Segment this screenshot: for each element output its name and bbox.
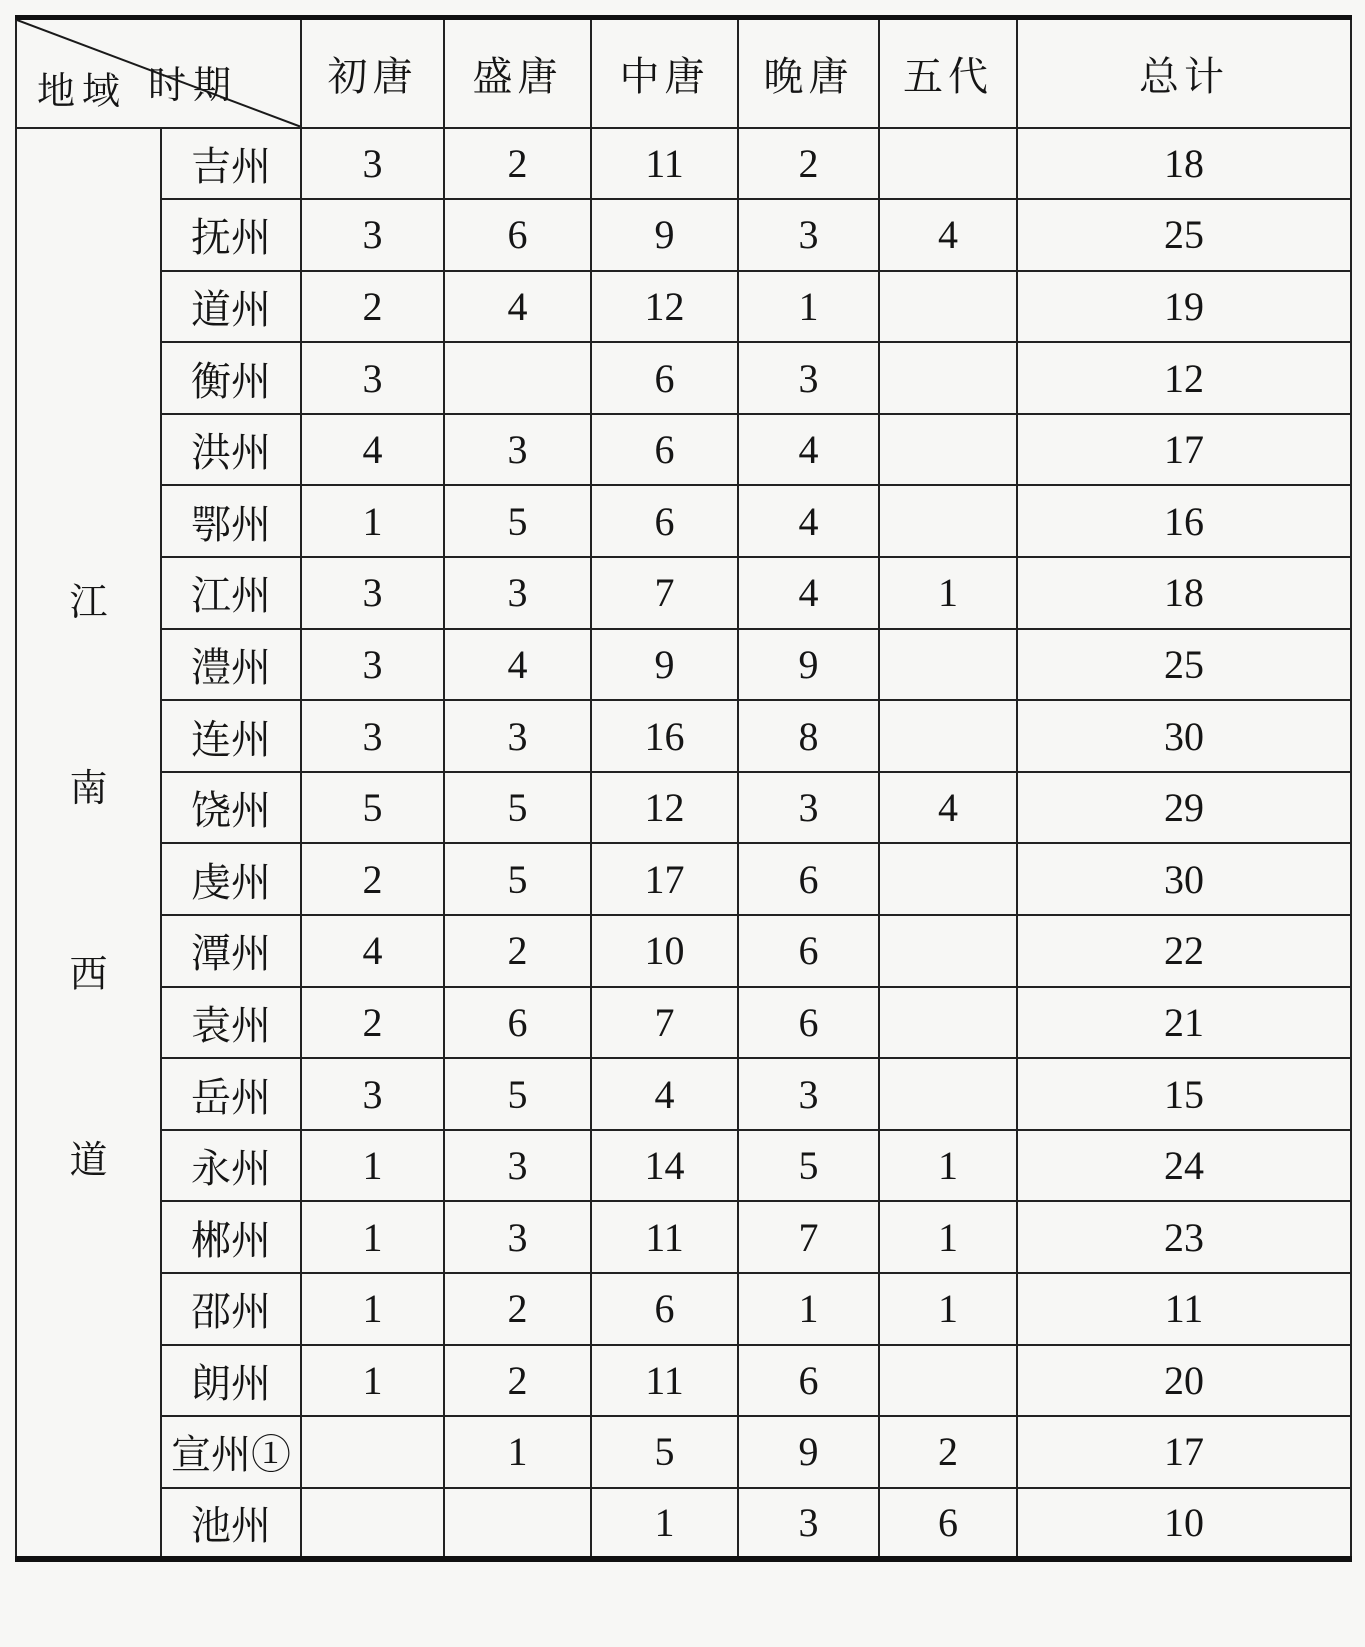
- value-cell: 1: [738, 271, 879, 343]
- corner-label-region: 地域: [37, 70, 128, 113]
- state-cell: 岳州: [161, 1058, 301, 1130]
- value-cell: 5: [444, 843, 591, 915]
- value-cell: 3: [444, 700, 591, 772]
- value-cell: 3: [738, 1488, 879, 1560]
- value-cell: 4: [738, 485, 879, 557]
- corner-label-period: 时期: [147, 65, 238, 107]
- value-cell: [444, 342, 591, 414]
- value-cell: 5: [444, 772, 591, 844]
- value-cell: [879, 987, 1017, 1059]
- state-cell: 宣州①: [161, 1416, 301, 1488]
- value-cell: 1: [301, 1273, 444, 1345]
- poets-by-region-and-period-table: [15, 15, 1352, 1562]
- value-cell: 3: [301, 700, 444, 772]
- value-cell: 1: [879, 1201, 1017, 1273]
- value-cell: 10: [591, 915, 738, 987]
- table-row: [16, 557, 1351, 629]
- value-cell: 6: [591, 342, 738, 414]
- value-cell: 1: [879, 1273, 1017, 1345]
- value-cell: 20: [1017, 1345, 1351, 1417]
- state-cell: 永州: [161, 1130, 301, 1202]
- value-cell: 1: [444, 1416, 591, 1488]
- value-cell: 18: [1017, 557, 1351, 629]
- region-char: 西: [69, 954, 108, 997]
- value-cell: 2: [444, 128, 591, 200]
- state-cell: 郴州: [161, 1201, 301, 1273]
- value-cell: 3: [301, 128, 444, 200]
- value-cell: 6: [591, 1273, 738, 1345]
- value-cell: 3: [444, 414, 591, 486]
- state-cell: 潭州: [161, 915, 301, 987]
- value-cell: 18: [1017, 128, 1351, 200]
- value-cell: 4: [301, 915, 444, 987]
- table-row: [16, 1201, 1351, 1273]
- value-cell: 3: [738, 199, 879, 271]
- table-row: [16, 414, 1351, 486]
- state-cell: 虔州: [161, 843, 301, 915]
- value-cell: [879, 915, 1017, 987]
- table-row: [16, 485, 1351, 557]
- value-cell: 3: [738, 772, 879, 844]
- value-cell: 1: [879, 557, 1017, 629]
- value-cell: 6: [591, 485, 738, 557]
- state-cell: 袁州: [161, 987, 301, 1059]
- table-body: [16, 128, 1351, 1560]
- value-cell: 30: [1017, 700, 1351, 772]
- value-cell: 11: [591, 128, 738, 200]
- value-cell: [879, 485, 1017, 557]
- value-cell: 29: [1017, 772, 1351, 844]
- value-cell: 9: [591, 199, 738, 271]
- table-row: [16, 772, 1351, 844]
- value-cell: [879, 1058, 1017, 1130]
- value-cell: 4: [591, 1058, 738, 1130]
- value-cell: 9: [738, 1416, 879, 1488]
- state-cell: 朗州: [161, 1345, 301, 1417]
- state-cell: 道州: [161, 271, 301, 343]
- table-row: [16, 342, 1351, 414]
- value-cell: 23: [1017, 1201, 1351, 1273]
- value-cell: 4: [738, 414, 879, 486]
- value-cell: 11: [591, 1345, 738, 1417]
- column-header-mid-tang: 中唐: [591, 18, 738, 128]
- value-cell: 17: [591, 843, 738, 915]
- value-cell: 6: [591, 414, 738, 486]
- column-header-early-tang: 初唐: [301, 18, 444, 128]
- value-cell: [444, 1488, 591, 1560]
- table-row: [16, 1416, 1351, 1488]
- state-cell: 鄂州: [161, 485, 301, 557]
- region-char: 道: [69, 1140, 108, 1183]
- value-cell: 12: [1017, 342, 1351, 414]
- state-cell: 澧州: [161, 629, 301, 701]
- value-cell: 12: [591, 772, 738, 844]
- state-cell: 连州: [161, 700, 301, 772]
- table-row: [16, 1058, 1351, 1130]
- value-cell: 6: [738, 1345, 879, 1417]
- value-cell: 21: [1017, 987, 1351, 1059]
- value-cell: 3: [301, 557, 444, 629]
- value-cell: 6: [879, 1488, 1017, 1560]
- value-cell: 5: [591, 1416, 738, 1488]
- value-cell: 3: [301, 1058, 444, 1130]
- value-cell: 4: [879, 199, 1017, 271]
- column-header-total: 总计: [1017, 18, 1351, 128]
- value-cell: 15: [1017, 1058, 1351, 1130]
- table-row: [16, 1488, 1351, 1560]
- table-row: [16, 629, 1351, 701]
- value-cell: 1: [301, 1130, 444, 1202]
- value-cell: 19: [1017, 271, 1351, 343]
- value-cell: 2: [444, 915, 591, 987]
- value-cell: 5: [301, 772, 444, 844]
- table-row: [16, 1273, 1351, 1345]
- value-cell: 30: [1017, 843, 1351, 915]
- value-cell: 3: [301, 629, 444, 701]
- value-cell: 24: [1017, 1130, 1351, 1202]
- region-char: 江: [69, 582, 108, 625]
- value-cell: 2: [738, 128, 879, 200]
- value-cell: [879, 629, 1017, 701]
- table-row: [16, 915, 1351, 987]
- table-row: [16, 1130, 1351, 1202]
- value-cell: [301, 1416, 444, 1488]
- value-cell: 4: [738, 557, 879, 629]
- value-cell: 1: [301, 1201, 444, 1273]
- value-cell: 3: [444, 1201, 591, 1273]
- table-row: [16, 199, 1351, 271]
- value-cell: 6: [738, 843, 879, 915]
- value-cell: [879, 128, 1017, 200]
- value-cell: 5: [444, 485, 591, 557]
- value-cell: 5: [444, 1058, 591, 1130]
- table-row: [16, 700, 1351, 772]
- table-row: [16, 1345, 1351, 1417]
- value-cell: [879, 271, 1017, 343]
- value-cell: 7: [591, 987, 738, 1059]
- scanned-table-page: [15, 15, 1352, 1562]
- column-header-late-tang: 晚唐: [738, 18, 879, 128]
- value-cell: 2: [879, 1416, 1017, 1488]
- state-cell: 池州: [161, 1488, 301, 1560]
- column-header-high-tang: 盛唐: [444, 18, 591, 128]
- value-cell: 5: [738, 1130, 879, 1202]
- value-cell: 3: [738, 342, 879, 414]
- value-cell: 14: [591, 1130, 738, 1202]
- value-cell: [301, 1488, 444, 1560]
- value-cell: 3: [301, 199, 444, 271]
- value-cell: 10: [1017, 1488, 1351, 1560]
- value-cell: [879, 700, 1017, 772]
- value-cell: [879, 1345, 1017, 1417]
- value-cell: 25: [1017, 199, 1351, 271]
- region-vertical-label: [17, 504, 160, 1183]
- table-row: [16, 843, 1351, 915]
- value-cell: 1: [738, 1273, 879, 1345]
- table-row: [16, 987, 1351, 1059]
- value-cell: 6: [444, 199, 591, 271]
- value-cell: 6: [738, 915, 879, 987]
- value-cell: 3: [444, 557, 591, 629]
- value-cell: 25: [1017, 629, 1351, 701]
- value-cell: 1: [591, 1488, 738, 1560]
- value-cell: 4: [301, 414, 444, 486]
- value-cell: 1: [879, 1130, 1017, 1202]
- value-cell: 2: [301, 271, 444, 343]
- state-cell: 洪州: [161, 414, 301, 486]
- value-cell: 7: [738, 1201, 879, 1273]
- value-cell: 12: [591, 271, 738, 343]
- value-cell: 4: [444, 271, 591, 343]
- region-cell-jiangnanxidao: [16, 128, 161, 1560]
- table-row: [16, 128, 1351, 200]
- value-cell: 3: [301, 342, 444, 414]
- value-cell: 2: [301, 843, 444, 915]
- value-cell: 1: [301, 1345, 444, 1417]
- value-cell: 22: [1017, 915, 1351, 987]
- value-cell: 2: [444, 1345, 591, 1417]
- state-cell: 邵州: [161, 1273, 301, 1345]
- value-cell: 17: [1017, 1416, 1351, 1488]
- state-cell: 饶州: [161, 772, 301, 844]
- value-cell: 9: [738, 629, 879, 701]
- value-cell: [879, 414, 1017, 486]
- value-cell: 1: [301, 485, 444, 557]
- value-cell: 9: [591, 629, 738, 701]
- value-cell: 2: [301, 987, 444, 1059]
- state-cell: 抚州: [161, 199, 301, 271]
- value-cell: 7: [591, 557, 738, 629]
- value-cell: 4: [879, 772, 1017, 844]
- value-cell: 16: [1017, 485, 1351, 557]
- corner-cell: [16, 18, 301, 128]
- value-cell: 3: [738, 1058, 879, 1130]
- state-cell: 衡州: [161, 342, 301, 414]
- value-cell: 17: [1017, 414, 1351, 486]
- value-cell: 2: [444, 1273, 591, 1345]
- table-row: [16, 271, 1351, 343]
- value-cell: 16: [591, 700, 738, 772]
- value-cell: 4: [444, 629, 591, 701]
- value-cell: 6: [444, 987, 591, 1059]
- header-row: [16, 18, 1351, 128]
- value-cell: [879, 342, 1017, 414]
- state-cell: 江州: [161, 557, 301, 629]
- value-cell: 8: [738, 700, 879, 772]
- region-char: 南: [69, 768, 108, 811]
- value-cell: [879, 843, 1017, 915]
- value-cell: 11: [1017, 1273, 1351, 1345]
- value-cell: 6: [738, 987, 879, 1059]
- value-cell: 3: [444, 1130, 591, 1202]
- state-cell: 吉州: [161, 128, 301, 200]
- column-header-five-dynasties: 五代: [879, 18, 1017, 128]
- value-cell: 11: [591, 1201, 738, 1273]
